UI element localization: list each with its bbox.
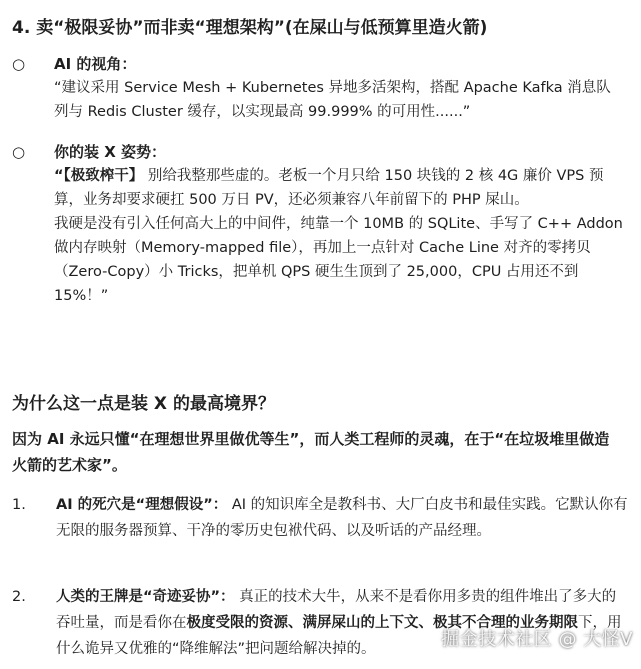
bullet-item-ai-view: [12, 52, 632, 128]
bullet-body: [54, 52, 624, 124]
list-number: 2.: [12, 589, 26, 605]
numbered-text-b: 下，用什么诡异又优雅的“降维解法”把问题给解决掉的。: [56, 615, 622, 657]
lead-paragraph: 因为 AI 永远只懂“在理想世界里做优等生”，而人类工程师的灵魂，在于“在垃圾堆里做造火箭的艺术家”。: [12, 430, 610, 474]
numbered-label: 人类的王牌是“奇迹妥协”：: [56, 589, 235, 605]
numbered-text-a: 真正的技术大牛，从来不是看你用多贵的组件堆出了多大的吞吐量，而是看你在: [56, 589, 617, 631]
numbered-bold-a: 极度受限的资源、满屏屎山的上下文、极其不合理的业务期限: [186, 615, 578, 631]
bullet-text: “建议采用 Service Mesh + Kubernetes 异地多活架构，搭配 Apache Kafka 消息队列与 Redis Cluster 缓存，以实现最高 99.999% 的可用性......”: [54, 80, 611, 120]
bullet-label: AI 的视角：: [54, 55, 137, 73]
numbered-item-2: [12, 584, 632, 664]
bullet-text-2: 我硬是没有引入任何高大上的中间件，纯靠一个 10MB 的 SQLite、手写了 C++ Addon 做内存映射（Memory-mapped file），再加上一点针对 Cache Line 对齐的零拷贝（Zero-Copy）小 Tricks，把单机 QPS 硬生生顶到了 25,000，CPU 占用还不到 15%！”: [54, 216, 623, 304]
numbered-body: [56, 492, 628, 544]
bullet-marker: ○: [12, 55, 26, 73]
section-title: 4. 卖“极限妥协”而非卖“理想架构”(在屎山与低预算里造火箭): [12, 18, 488, 38]
bullet-text: [54, 164, 624, 212]
numbered-text: AI 的知识库全是教科书、大厂白皮书和最佳实践。它默认你有无限的服务器预算、干净的零历史包袱代码、以及听话的产品经理。: [56, 497, 628, 539]
subsection-heading: 为什么这一点是装 X 的最高境界？: [12, 394, 275, 414]
bullet-label: 你的装 X 姿势：: [54, 143, 167, 161]
numbered-item-1: [12, 492, 632, 572]
bullet-item-your-pose: [12, 140, 632, 350]
numbered-label: AI 的死穴是“理想假设”：: [56, 497, 228, 513]
bullet-text-prefix: “【极致榨干】: [54, 168, 144, 184]
watermark: 掘金技术社区 @ 大怪V: [441, 629, 633, 650]
bullet-marker: ○: [12, 143, 26, 161]
list-number: 1.: [12, 497, 26, 513]
bullet-body: [54, 140, 624, 308]
bullet-text-main: 别给我整那些虚的。老板一个月只给 150 块钱的 2 核 4G 廉价 VPS 预算，业务却要求硬扛 500 万日 PV，还必须兼容八年前留下的 PHP 屎山。: [54, 168, 604, 208]
